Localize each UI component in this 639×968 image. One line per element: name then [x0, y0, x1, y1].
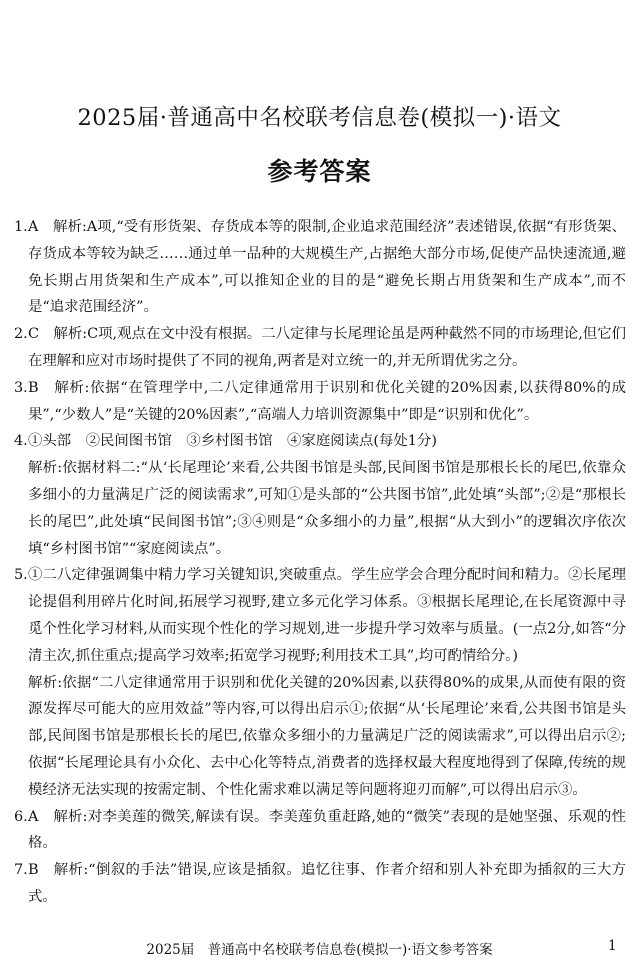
- page-number: 1: [608, 938, 617, 954]
- page-subtitle: 参考答案: [267, 157, 372, 186]
- item-number: 3.: [14, 379, 28, 396]
- answer-item-7: [14, 857, 626, 911]
- item-number: 5.: [14, 567, 28, 584]
- item-text: A 解析:A项,“受有形货架、存货成本等的限制,企业追求范围经济”表述错误,依据“有形货架、存货成本等较为缺乏……通过单一品种的大规模生产,占据绝大部分市场,促使产品快速流通,避免长期占用货架和生产成本”,可以推知企业的目的是“避免长期占用货架和生产成本”,而不是“追求范围经济”。: [28, 219, 626, 316]
- item-text: ①二八定律强调集中精力学习关键知识,突破重点。学生应学会合理分配时间和精力。②长尾理论提倡利用碎片化时间,拓展学习视野,建立多元化学习体系。③根据长尾理论,在长尾资源中寻觅个性化学习材料,从而实现个性化的学习规划,进一步提升学习效率与质量。(一点2分,如答“分清主次,抓住重点;提高学习效率;拓宽学习视野;利用技术工具”,均可酌情给分。): [28, 567, 626, 664]
- answer-item-3: [14, 375, 626, 429]
- item-text: A 解析:对李美莲的微笑,解读有误。李美莲负重赶路,她的“微笑”表现的是她坚强、乐观的性格。: [28, 808, 626, 852]
- item-number: 2.: [14, 326, 28, 343]
- answer-list: [14, 214, 626, 911]
- item-analysis: 解析:依据“二八定律通常用于识别和优化关键的20%因素,以获得80%的成果,从而使有限的资源发挥尽可能大的应用效益”等内容,可以得出启示①;依据“从‘长尾理论’来看,公共图书馆是头部,民间图书馆是那根长长的尾巴,依靠众多细小的力量满足广泛的阅读需求”,可以得出启示②;依据“长尾理论具有小众化、去中心化等特点,消费者的选择权最大程度地得到了保障,传统的规模经济无法实现的按需定制、个性化需求难以满足等问题将迎刃而解”,可以得出启示③。: [28, 674, 626, 798]
- item-text: B 解析:“倒叙的手法”错误,应该是插叙。追忆往事、作者介绍和别人补充即为插叙的三大方式。: [28, 862, 626, 905]
- answer-item-4: [14, 428, 626, 562]
- answer-item-5: [14, 562, 626, 803]
- item-number: 1.: [14, 219, 28, 235]
- answer-item-1: [14, 214, 626, 321]
- item-number: 4.: [14, 433, 28, 450]
- item-text: ①头部 ②民间图书馆 ③乡村图书馆 ④家庭阅读点(每处1分): [28, 433, 437, 450]
- answer-item-6: [14, 804, 626, 858]
- answer-item-2: [14, 321, 626, 375]
- item-analysis: 解析:依据材料二:“从‘长尾理论’来看,公共图书馆是头部,民间图书馆是那根长长的尾巴,依靠众多细小的力量满足广泛的阅读需求”,可知①是头部的“公共图书馆”,此处填“头部”;②是“那根长长的尾巴”,此处填“民间图书馆”;③④则是“众多细小的力量”,根据“从大到小”的逻辑次序依次填“乡村图书馆”“家庭阅读点”。: [28, 460, 626, 557]
- item-number: 7.: [14, 862, 28, 879]
- page-footer: 2025届 普通高中名校联考信息卷(模拟一)·语文参考答案: [146, 942, 493, 958]
- item-text: C 解析:C项,观点在文中没有根据。二八定律与长尾理论虽是两种截然不同的市场理论,但它们在理解和应对市场时提供了不同的视角,两者是对立统一的,并无所谓优劣之分。: [28, 326, 626, 369]
- page-title: 2025届·普通高中名校联考信息卷(模拟一)·语文: [77, 105, 562, 131]
- item-text: B 解析:依据“在管理学中,二八定律通常用于识别和优化关键的20%因素,以获得80%的成果”,“少数人”是“关键的20%因素”,“高端人力培训资源集中”即是“识别和优化”。: [28, 379, 626, 423]
- item-number: 6.: [14, 808, 28, 825]
